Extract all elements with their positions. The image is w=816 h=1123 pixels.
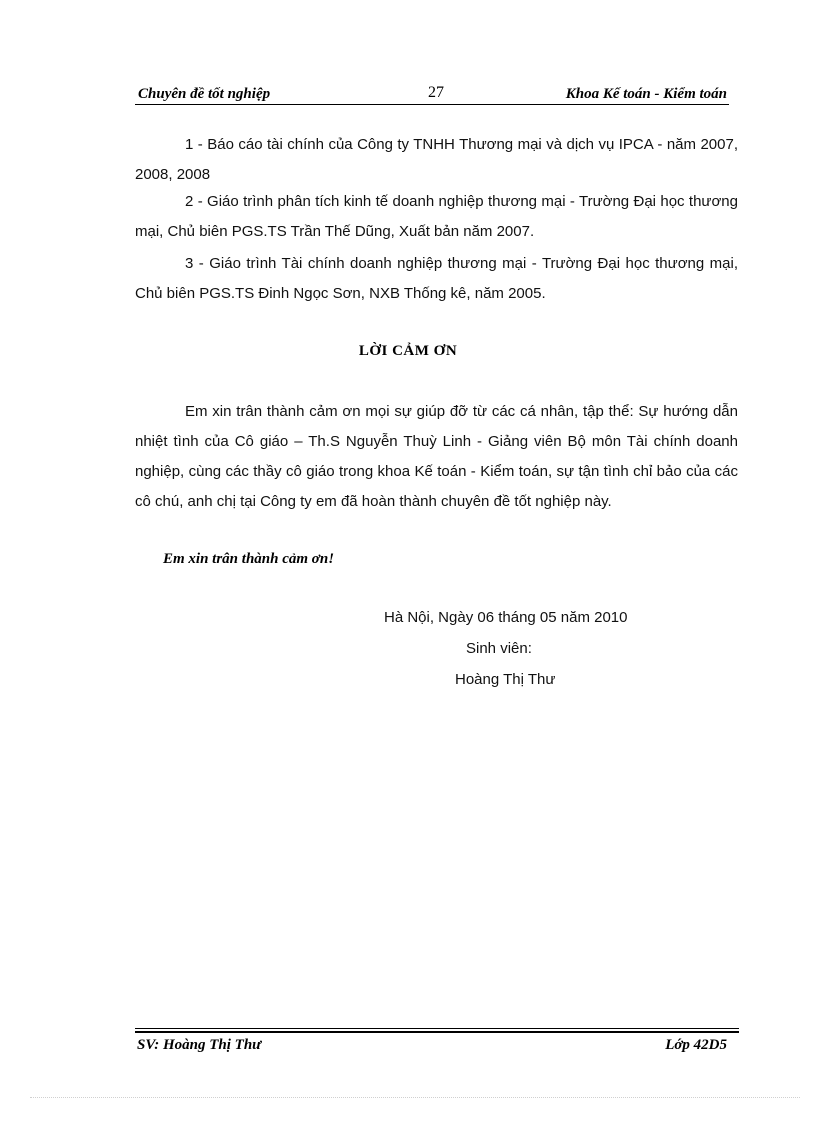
page-bottom-edge — [30, 1097, 800, 1098]
acknowledgement-title: LỜI CẢM ƠN — [358, 343, 458, 359]
footer-divider-thick — [135, 1031, 739, 1033]
header-right-title: Khoa Kế toán - Kiểm toán — [565, 86, 727, 102]
reference-item-1: 1 - Báo cáo tài chính của Công ty TNHH Thương mại và dịch vụ IPCA - năm 2007, 2008, 2008 — [135, 136, 738, 183]
page-footer — [135, 1035, 739, 1057]
footer-class: Lớp 42D5 — [665, 1037, 727, 1053]
signature-date: Hà Nội, Ngày 06 tháng 05 năm 2010 — [384, 609, 628, 626]
page-header — [135, 84, 729, 106]
footer-student: SV: Hoàng Thị Thư — [137, 1037, 262, 1053]
reference-item-2: 2 - Giáo trình phân tích kinh tế doanh nghiệp thương mại - Trường Đại học thương mại, Chủ biên PGS.TS Trần Thế Dũng, Xuất bản năm 2007. — [135, 193, 738, 240]
page-number: 27 — [428, 84, 444, 101]
acknowledgement-closing: Em xin trân thành cảm ơn! — [163, 551, 335, 567]
footer-divider-thin — [135, 1028, 739, 1029]
header-left-title: Chuyên đề tốt nghiệp — [138, 86, 271, 102]
signature-role: Sinh viên: — [466, 640, 532, 657]
signature-name: Hoàng Thị Thư — [455, 671, 556, 688]
reference-item-3: 3 - Giáo trình Tài chính doanh nghiệp thương mại - Trường Đại học thương mại, Chủ biên PGS.TS Đinh Ngọc Sơn, NXB Thống kê, năm 2005. — [135, 255, 738, 302]
header-divider — [135, 104, 729, 105]
acknowledgement-body: Em xin trân thành cảm ơn mọi sự giúp đỡ từ các cá nhân, tập thể: Sự hướng dẫn nhiệt tình của Cô giáo – Th.S Nguyễn Thuỳ Linh - Giảng viên Bộ môn Tài chính doanh nghiệp, cùng các thầy cô giáo trong khoa Kế toán - Kiểm toán, sự tận tình chỉ bảo của các cô chú, anh chị tại Công ty em đã hoàn thành chuyên đề tốt nghiệp này. — [135, 403, 738, 510]
